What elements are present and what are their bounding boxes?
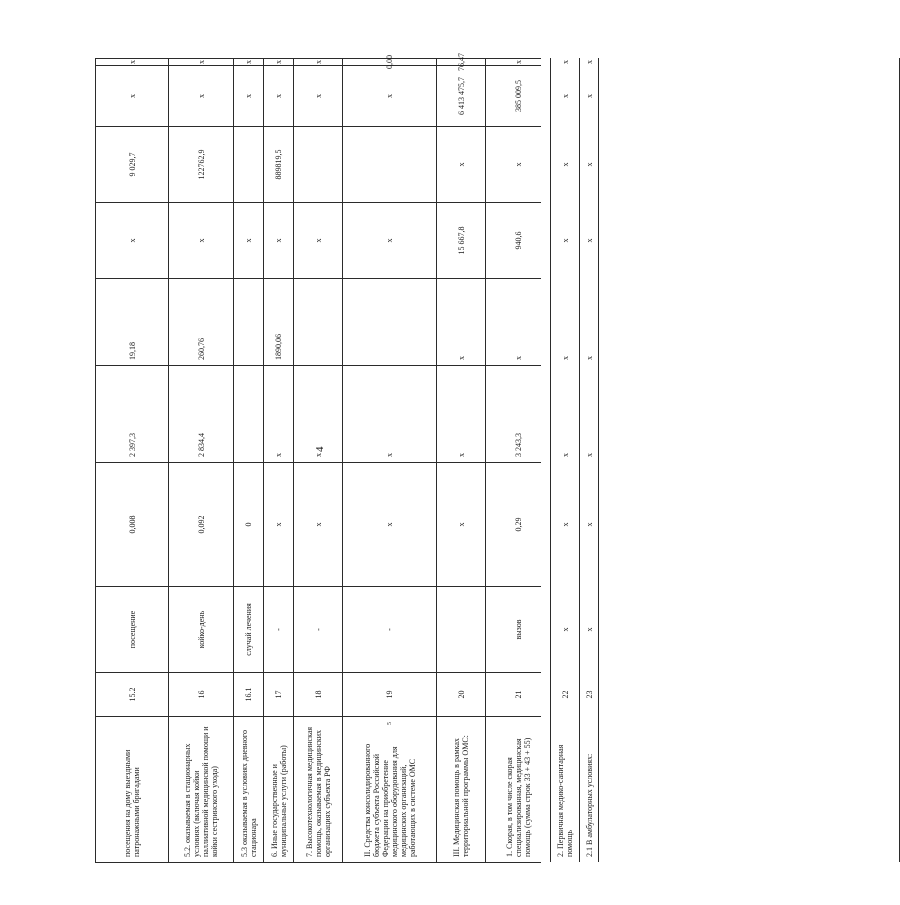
table-cell-c7 — [580, 203, 598, 278]
table-cell-c6 — [96, 279, 168, 365]
cell-value: х — [584, 238, 594, 243]
cell-value: х — [274, 453, 283, 457]
cell-value: х — [584, 627, 594, 632]
cell-value: х — [456, 522, 466, 527]
row-label-text: 5.2. оказываемая в стационарных условиях (включая койки паллиативной медицинской помощи и койки сестринского ухода) — [183, 726, 219, 857]
cell-value: 16.1 — [244, 687, 253, 702]
table-cell-c8 — [96, 127, 168, 202]
cell-value: х — [274, 60, 283, 64]
table-cell-unit — [551, 587, 579, 672]
cell-value: 260,76 — [196, 338, 206, 360]
table-cell-c8 — [580, 127, 598, 202]
table-cell-c9 — [169, 66, 233, 126]
table-row-label — [486, 717, 550, 862]
cell-value: х — [313, 94, 323, 98]
table-cell-c9 — [294, 66, 342, 126]
table-cell-line — [169, 673, 233, 716]
table-row-label — [234, 717, 263, 862]
table-cell-volume — [580, 463, 598, 586]
cell-value: х — [385, 522, 394, 527]
table-cell-c6 — [234, 279, 263, 365]
table-cell-c9 — [551, 66, 579, 126]
table-cell-c7 — [294, 203, 342, 278]
table-cell-c8 — [169, 127, 233, 202]
table-cell-c6 — [486, 279, 550, 365]
table-cell-c7 — [96, 203, 168, 278]
table-cell-line — [234, 673, 263, 716]
cell-value: х — [196, 238, 206, 243]
table-cell-c6 — [580, 279, 598, 365]
cell-value: х — [127, 238, 137, 243]
table-cell-unit — [234, 587, 263, 672]
table-cell-volume — [169, 463, 233, 586]
row-label-text: 6. Иные государственные и муниципальные услуги (работы) — [269, 745, 288, 857]
table-cell-cost-unit — [551, 366, 579, 462]
table-cell-volume — [234, 463, 263, 586]
cell-value: х — [513, 356, 523, 360]
page-number: 4 — [314, 446, 326, 452]
table-cell-unit — [169, 587, 233, 672]
cell-value: х — [584, 522, 594, 527]
cell-value: 19 — [385, 690, 394, 699]
cell-value: х — [244, 238, 253, 243]
cell-value: 20 — [456, 690, 466, 699]
cell-value: 18 — [313, 690, 323, 699]
table-cell-unit — [580, 587, 598, 672]
cell-value: 16 — [196, 690, 206, 699]
table-cell-c10 — [580, 59, 598, 65]
cell-value: х — [560, 627, 570, 632]
cell-value: х — [385, 453, 394, 457]
cell-value: х — [560, 60, 570, 64]
cell-value: 1890,06 — [274, 334, 283, 360]
table-cell-cost-unit — [234, 366, 263, 462]
cell-value: - — [385, 628, 394, 631]
cell-value: 17 — [274, 690, 283, 699]
table-cell-c6 — [343, 279, 436, 365]
row-label-text: 5.3 оказываемая в условиях дневного стационара — [239, 730, 258, 857]
table-cell-cost-unit — [343, 366, 436, 462]
table-cell-c6 — [264, 279, 293, 365]
table-cell-unit — [486, 587, 550, 672]
cell-value: х — [274, 522, 283, 527]
table-cell-cost-unit — [437, 366, 485, 462]
cell-value: 3 243,3 — [513, 433, 523, 457]
cell-value: х — [560, 453, 570, 457]
cell-value: х — [584, 94, 594, 98]
table-cell-unit — [264, 587, 293, 672]
cell-value: х — [313, 522, 323, 527]
table-cell-c10 — [264, 59, 293, 65]
cell-value: х — [560, 238, 570, 243]
cell-value: - — [274, 628, 283, 631]
cell-value: х — [274, 238, 283, 243]
table-cell-line — [437, 673, 485, 716]
cell-value: х — [456, 356, 466, 360]
table-cell-line — [294, 673, 342, 716]
table-cell-c9 — [234, 66, 263, 126]
table-cell-cost-unit — [96, 366, 168, 462]
table-row-label — [294, 717, 342, 862]
cell-value: посещение — [127, 610, 137, 649]
table-cell-c6 — [437, 279, 485, 365]
cell-value: 21 — [513, 690, 523, 699]
table-cell-c8 — [234, 127, 263, 202]
cell-value: 22 — [560, 690, 570, 699]
cell-value: 2 834,4 — [196, 433, 206, 457]
table-cell-unit — [437, 587, 485, 672]
table-cell-line — [486, 673, 550, 716]
data-table — [95, 53, 594, 862]
table-cell-c8 — [486, 127, 550, 202]
cell-value: 15.2 — [127, 687, 137, 702]
cell-value: 122762,9 — [196, 149, 206, 180]
row-label-text: III. Медицинская помощь в рамках территориальной программы ОМС: — [452, 735, 470, 857]
table-cell-cost-unit — [486, 366, 550, 462]
table-cell-c9 — [343, 66, 436, 126]
table-cell-c10 — [437, 53, 485, 71]
table-cell-c7 — [551, 203, 579, 278]
table-cell-volume — [264, 463, 293, 586]
table-cell-c7 — [264, 203, 293, 278]
table-cell-volume — [551, 463, 579, 586]
cell-value: 76,47 — [456, 53, 466, 71]
table-cell-c9 — [264, 66, 293, 126]
cell-value: х — [244, 60, 253, 64]
table-cell-volume — [96, 463, 168, 586]
table-cell-c7 — [437, 203, 485, 278]
table-cell-line — [551, 673, 579, 716]
table-cell-c8 — [343, 127, 436, 202]
cell-value: 15 667,8 — [456, 226, 466, 255]
table-cell-line — [343, 673, 436, 716]
table-cell-volume — [437, 463, 485, 586]
cell-value: х — [244, 94, 253, 98]
table-cell-c7 — [234, 203, 263, 278]
table-row-label — [264, 717, 293, 862]
table-cell-cost-unit — [580, 366, 598, 462]
table-cell-cost-unit — [264, 366, 293, 462]
table-cell-cost-unit — [294, 366, 342, 462]
table-cell-c8 — [264, 127, 293, 202]
table-cell-c7 — [486, 203, 550, 278]
cell-value: 9 029,7 — [127, 152, 137, 177]
cell-value: х — [456, 162, 466, 167]
cell-value: х — [584, 60, 594, 64]
table-cell-c8 — [551, 127, 579, 202]
row-label-text: II. Средства консолидированного бюджета субъекта Российской Федерации на приобретение медицинского оборудования для медицинских организаций, работающих в системе ОМС — [362, 743, 417, 857]
cell-value: 6 413 475,7 — [456, 77, 466, 115]
table-cell-line — [96, 673, 168, 716]
cell-value: х — [584, 162, 594, 167]
table-cell-c9 — [437, 66, 485, 126]
table-cell-volume — [486, 463, 550, 586]
row-label-text: 1. Скорая, в том числе скорая специализированная, медицинская помощь (сумма строк 33 + 43 + 55) — [504, 737, 532, 857]
table-cell-c10 — [551, 59, 579, 65]
cell-value: х — [560, 162, 570, 167]
cell-value: х — [274, 94, 283, 98]
cell-value: 889819,5 — [274, 149, 283, 180]
cell-value: 940,6 — [513, 231, 523, 250]
cell-value: х — [196, 94, 206, 98]
table-cell-c8 — [437, 127, 485, 202]
cell-value: 0,00 — [385, 55, 394, 69]
cell-value: - — [313, 628, 323, 631]
cell-value: х — [127, 60, 137, 64]
table-cell-c8 — [294, 127, 342, 202]
cell-value: случай лечения — [244, 603, 253, 656]
table-cell-c10 — [343, 55, 436, 69]
cell-value: х — [584, 453, 594, 457]
table-cell-c6 — [294, 279, 342, 365]
cell-value: 385 009,5 — [513, 80, 523, 112]
cell-value: койко-день — [196, 610, 206, 649]
row-label-text: посещения на дому выездными патронажными бригадами — [123, 749, 141, 857]
cell-value: 0,008 — [127, 515, 137, 534]
table-cell-line — [264, 673, 293, 716]
row-label-text: 2. Первичная медико-санитарная помощь — [556, 744, 574, 857]
cell-value: х — [127, 94, 137, 98]
cell-value: 19,18 — [127, 342, 137, 360]
table-cell-volume — [294, 463, 342, 586]
cell-value: х — [456, 453, 466, 457]
row-label-text: 2.1 В амбулаторных условиях: — [584, 753, 594, 857]
cell-value: х — [560, 522, 570, 527]
cell-value: х — [513, 162, 523, 167]
table-cell-c9 — [486, 66, 550, 126]
cell-value: х — [196, 60, 206, 64]
table-cell-c6 — [169, 279, 233, 365]
cell-value: х — [385, 94, 394, 98]
table-cell-c7 — [169, 203, 233, 278]
table-cell-cost-unit — [169, 366, 233, 462]
table-cell-c9 — [96, 66, 168, 126]
table-cell-unit — [96, 587, 168, 672]
cell-value: х — [560, 356, 570, 360]
table-row-label — [169, 717, 233, 862]
table-cell-c6 — [551, 279, 579, 365]
table-row-border — [598, 58, 599, 862]
cell-value: х — [560, 94, 570, 98]
table-cell-c10 — [294, 59, 342, 65]
table-column-border — [95, 862, 541, 863]
cell-value: х — [313, 238, 323, 243]
cell-value: х — [584, 356, 594, 360]
table-row-label: II. Средства консолидированного бюджета субъекта Российской Федерации на приобретение медицинского оборудования для медицинских организаций, работающих в системе ОМС 5 — [362, 722, 417, 857]
table-cell-c10 — [169, 59, 233, 65]
table-row-label — [551, 717, 579, 862]
table-cell-c9 — [580, 66, 598, 126]
cell-value: х — [513, 60, 523, 64]
table-cell-c10 — [486, 59, 550, 65]
cell-value: х — [385, 238, 394, 243]
table-row-label — [437, 717, 485, 862]
table-cell-c10 — [234, 59, 263, 65]
table-cell-unit — [294, 587, 342, 672]
cell-value: 2 397,3 — [127, 433, 137, 457]
table-cell-unit — [343, 587, 436, 672]
cell-value: 0,092 — [196, 515, 206, 534]
table-cell-c7 — [343, 203, 436, 278]
table-row-label — [96, 717, 168, 862]
row-label-text: 7. Высокотехнологичная медицинская помощь, оказываемая в медицинских организациях субъекта РФ — [304, 726, 332, 857]
cell-value: вызов — [513, 619, 523, 640]
table-cell-line — [580, 673, 598, 716]
cell-value: 0,29 — [513, 517, 523, 532]
table-cell-volume — [343, 463, 436, 586]
cell-value: 23 — [584, 690, 594, 699]
cell-value: х — [313, 60, 323, 64]
cell-value: х — [313, 453, 323, 457]
table-cell-c10 — [96, 59, 168, 65]
cell-value: 0 — [244, 522, 253, 527]
table-row-label — [580, 717, 598, 862]
